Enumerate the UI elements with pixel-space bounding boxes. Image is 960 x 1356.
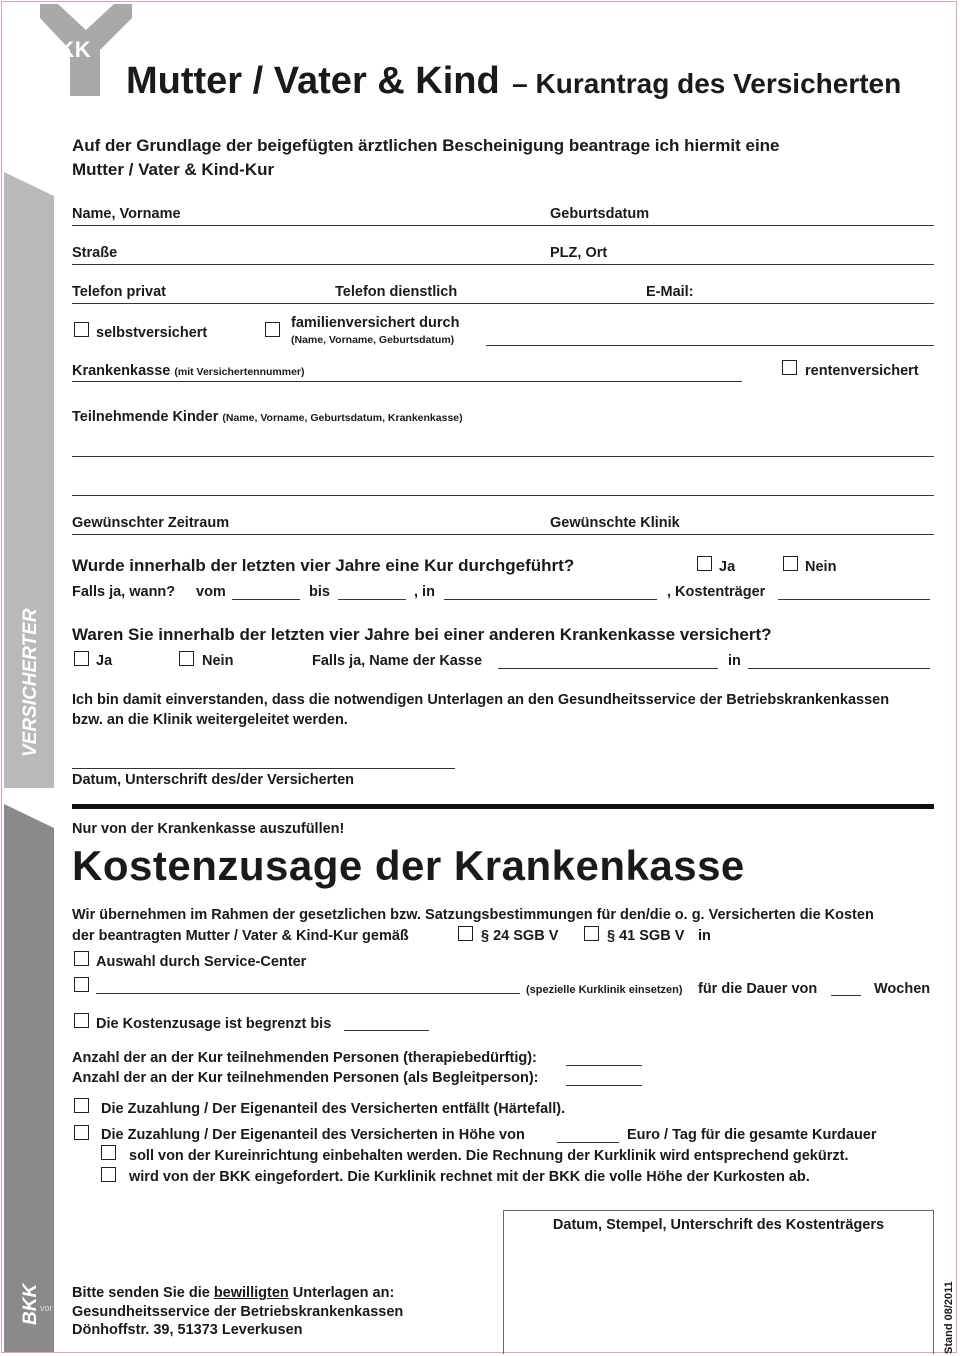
self-insured-checkbox[interactable] [74, 322, 89, 337]
family-insured-checkbox[interactable] [265, 322, 280, 337]
children-text: Teilnehmende Kinder [72, 409, 219, 425]
retained-label: soll von der Kureinrichtung einbehalten werden. Die Rechnung der Kurklinik wird entsprechend gekürzt. [129, 1148, 849, 1164]
sidebar-label-versicherter: VERSICHERTER [20, 608, 41, 757]
q1-from-label: vom [196, 584, 226, 600]
sgb41-checkbox[interactable] [584, 926, 599, 941]
family-insured-line[interactable] [486, 345, 934, 346]
clinic-label: Gewünschte Klinik [550, 515, 680, 531]
copay-none-label: Die Zuzahlung / Der Eigenanteil des Versicherten entfällt (Härtefall). [101, 1101, 566, 1117]
send-post: Unterlagen an: [292, 1285, 395, 1301]
sidebar-bkk [4, 804, 54, 1352]
pension-insured-checkbox[interactable] [782, 360, 797, 375]
consent-line-1: Ich bin damit einverstanden, dass die notwendigen Unterlagen an den Gesundheitsservice der Betriebskrankenkassen [72, 692, 890, 708]
family-insured-label: familienversichert durch [291, 315, 460, 331]
q1-to-line[interactable] [338, 599, 406, 600]
copay-amount-checkbox[interactable] [74, 1125, 89, 1140]
limited-label: Die Kostenzusage ist begrenzt bis [96, 1016, 332, 1032]
service-center-label: Auswahl durch Service-Center [96, 954, 307, 970]
stand-date: Stand 08/2011 [943, 1281, 955, 1354]
family-insured-hint: (Name, Vorname, Geburtsdatum) [291, 334, 455, 346]
phone-work-label: Telefon dienstlich [335, 284, 458, 300]
bkk-logo [40, 4, 132, 96]
sgb24-checkbox[interactable] [458, 926, 473, 941]
q2-yes-label: Ja [96, 653, 113, 669]
copay-unit-label: Euro / Tag für die gesamte Kurdauer [627, 1127, 877, 1143]
claimed-label: wird von der BKK eingefordert. Die Kurklinik rechnet mit der BKK die volle Höhe der Kurkosten ab. [129, 1169, 810, 1185]
q2-no-checkbox[interactable] [179, 651, 194, 666]
consent-line-2: bzw. an die Klinik weitergeleitet werden. [72, 712, 348, 728]
address-line-1: Gesundheitsservice der Betriebskrankenkassen [72, 1304, 404, 1320]
persons-therapy-label: Anzahl der an der Kur teilnehmenden Personen (therapiebedürftig): [72, 1050, 537, 1066]
vor-mark: vor [40, 1303, 53, 1313]
q2-yes-checkbox[interactable] [74, 651, 89, 666]
sgb41-label: § 41 SGB V [607, 928, 685, 944]
service-center-checkbox[interactable] [74, 951, 89, 966]
cost-text-1: Wir übernehmen im Rahmen der gesetzlichen bzw. Satzungsbestimmungen für den/die o. g. Versicherten die Kosten [72, 907, 874, 923]
q1-when-label: Falls ja, wann? [72, 584, 176, 600]
limited-checkbox[interactable] [74, 1013, 89, 1028]
intro-line-2: Mutter / Vater & Kind-Kur [72, 160, 275, 179]
persons-companion-line[interactable] [566, 1085, 642, 1086]
claimed-checkbox[interactable] [101, 1167, 116, 1182]
copay-amount-label: Die Zuzahlung / Der Eigenanteil des Versicherten in Höhe von [101, 1127, 525, 1143]
cost-in-label: in [698, 928, 711, 944]
q2-in-label: in [728, 653, 741, 669]
cost-title: Kostenzusage der Krankenkasse [72, 842, 745, 889]
q1-from-line[interactable] [232, 599, 300, 600]
insurer-label [72, 363, 305, 379]
section-separator [72, 804, 934, 809]
intro-line-1: Auf der Grundlage der beigefügten ärztlichen Bescheinigung beantrage ich hiermit eine [72, 136, 780, 155]
email-label: E-Mail: [646, 284, 694, 300]
insurer-text: Krankenkasse [72, 363, 171, 379]
page-title [126, 60, 901, 103]
city-label: PLZ, Ort [550, 245, 608, 261]
q2-question: Waren Sie innerhalb der letzten vier Jahre bei einer anderen Krankenkasse versichert? [72, 625, 772, 644]
cost-note: Nur von der Krankenkasse auszufüllen! [72, 821, 345, 837]
duration-line[interactable] [831, 995, 861, 996]
insurer-line[interactable] [72, 381, 742, 382]
q1-yes-checkbox[interactable] [697, 556, 712, 571]
q2-name-label: Falls ja, Name der Kasse [312, 653, 483, 669]
insurer-hint: (mit Versichertennummer) [174, 366, 305, 378]
q2-no-label: Nein [202, 653, 234, 669]
street-line[interactable] [72, 264, 934, 265]
q1-yes-label: Ja [719, 559, 736, 575]
q2-name-line[interactable] [498, 668, 718, 669]
stamp-box-label: Datum, Stempel, Unterschrift des Kostenträgers [552, 1217, 885, 1233]
sidebar-label-bkk: BKK [20, 1283, 41, 1325]
title-sub: – Kurantrag des Versicherten [512, 68, 902, 99]
retained-checkbox[interactable] [101, 1145, 116, 1160]
street-label: Straße [72, 245, 118, 261]
period-label: Gewünschter Zeitraum [72, 515, 230, 531]
address-line-2: Dönhoffstr. 39, 51373 Leverkusen [72, 1322, 303, 1338]
duration-label: für die Dauer von [698, 981, 818, 997]
persons-therapy-line[interactable] [566, 1065, 642, 1066]
pension-insured-label: rentenversichert [805, 363, 919, 379]
children-label [72, 409, 463, 425]
q1-payer-line[interactable] [778, 599, 930, 600]
q1-no-label: Nein [805, 559, 837, 575]
children-line-2[interactable] [72, 495, 934, 496]
phone-line[interactable] [72, 303, 934, 304]
children-line-1[interactable] [72, 456, 934, 457]
name-label: Name, Vorname [72, 206, 181, 222]
name-line[interactable] [72, 225, 934, 226]
send-instruction [72, 1285, 394, 1301]
q2-in-line[interactable] [748, 668, 930, 669]
special-clinic-checkbox[interactable] [74, 977, 89, 992]
logo-text: BKK [42, 37, 92, 62]
q1-to-label: bis [309, 584, 330, 600]
period-line[interactable] [72, 534, 934, 535]
title-main: Mutter / Vater & Kind [126, 60, 500, 102]
special-clinic-hint: (spezielle Kurklinik einsetzen) [526, 984, 683, 996]
copay-amount-line[interactable] [557, 1142, 619, 1143]
signature-label: Datum, Unterschrift des/der Versicherten [72, 772, 355, 788]
send-pre: Bitte senden Sie die [72, 1285, 210, 1301]
sgb24-label: § 24 SGB V [481, 928, 559, 944]
q1-in-label: , in [414, 584, 435, 600]
q1-payer-label: , Kostenträger [667, 584, 766, 600]
q1-no-checkbox[interactable] [783, 556, 798, 571]
copay-none-checkbox[interactable] [74, 1098, 89, 1113]
persons-companion-label: Anzahl der an der Kur teilnehmenden Personen (als Begleitperson): [72, 1070, 539, 1086]
limited-line[interactable] [344, 1030, 429, 1031]
weeks-label: Wochen [874, 981, 931, 997]
q1-in-line[interactable] [444, 599, 657, 600]
children-hint: (Name, Vorname, Geburtsdatum, Krankenkasse) [222, 412, 463, 424]
q1-question: Wurde innerhalb der letzten vier Jahre eine Kur durchgeführt? [72, 556, 575, 575]
send-underlined: bewilligten [213, 1285, 289, 1301]
birth-label: Geburtsdatum [550, 206, 650, 222]
self-insured-label: selbstversichert [96, 325, 208, 341]
special-clinic-line[interactable] [96, 993, 520, 994]
signature-line[interactable] [72, 768, 455, 769]
cost-text-2: der beantragten Mutter / Vater & Kind-Kur gemäß [72, 928, 409, 944]
phone-private-label: Telefon privat [72, 284, 166, 300]
